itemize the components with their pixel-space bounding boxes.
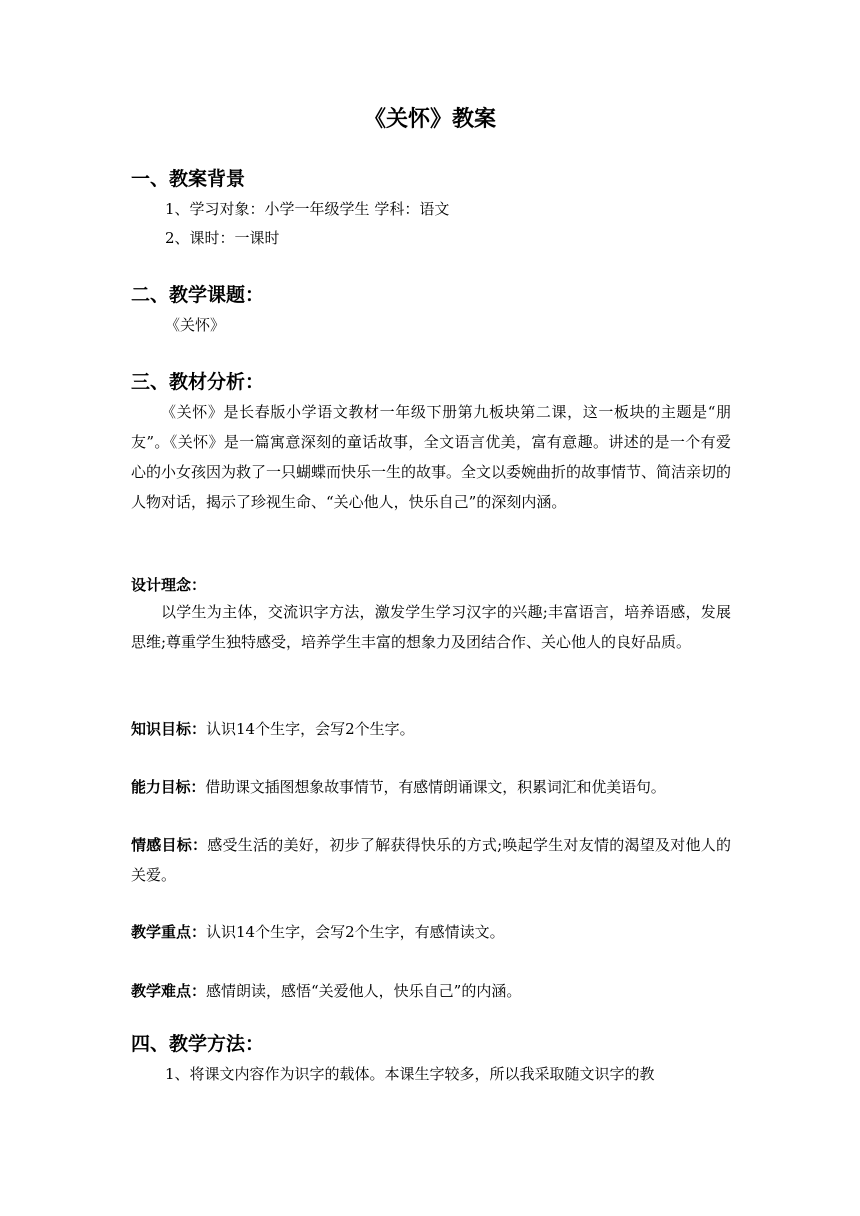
design-concept-label: 设计理念：	[131, 576, 207, 594]
knowledge-goal-line	[131, 714, 731, 744]
emotion-goal-text: 感受生活的美好，初步了解获得快乐的方式;唤起学生对友情的渴望及对他人的关爱。	[131, 836, 731, 884]
section-heading-topic: 二、教学课题：	[131, 284, 265, 306]
teaching-difficulty-line	[131, 976, 731, 1006]
section-heading-teaching-method: 四、教学方法：	[131, 1033, 265, 1055]
knowledge-goal-label: 知识目标：	[131, 720, 207, 738]
teaching-keypoint-line	[131, 917, 731, 947]
teaching-difficulty-text: 感情朗读，感悟“关爱他人，快乐自己”的内涵。	[206, 982, 522, 1000]
design-concept-label-line	[131, 570, 731, 600]
background-line-period: 2、课时：一课时	[165, 229, 280, 247]
document-title: 《关怀》教案	[363, 106, 496, 132]
teaching-keypoint-label: 教学重点：	[131, 923, 207, 941]
emotion-goal-label: 情感目标：	[131, 836, 208, 854]
teaching-keypoint-text: 认识14个生字，会写2个生字，有感情读文。	[206, 923, 505, 941]
ability-goal-line	[131, 772, 731, 802]
emotion-goal-line	[131, 830, 731, 890]
design-concept-paragraph: 以学生为主体，交流识字方法，激发学生学习汉字的兴趣;丰富语言，培养语感，发展思维;尊重学生独特感受，培养学生丰富的想象力及团结合作、关心他人的良好品质。	[131, 603, 731, 651]
section-heading-background: 一、教案背景	[131, 168, 246, 190]
section-heading-material-analysis: 三、教材分析：	[131, 371, 265, 393]
material-analysis-paragraph: 《关怀》是长春版小学语文教材一年级下册第九板块第二课，这一板块的主题是“朋友”。《关怀》是一篇寓意深刻的童话故事，全文语言优美，富有意趣。讲述的是一个有爱心的小女孩因为救了一只蝴蝶而快乐一生的故事。全文以委婉曲折的故事情节、简洁亲切的人物对话，揭示了珍视生命、“关心他人，快乐自己”的深刻内涵。	[131, 403, 732, 511]
topic-line: 《关怀》	[165, 316, 226, 334]
teaching-method-line: 1、将课文内容作为识字的载体。本课生字较多，所以我采取随文识字的教	[165, 1065, 655, 1083]
teaching-difficulty-label: 教学难点：	[131, 982, 207, 1000]
knowledge-goal-text: 认识14个生字，会写2个生字。	[206, 720, 415, 738]
ability-goal-label: 能力目标：	[131, 778, 206, 796]
ability-goal-text: 借助课文插图想象故事情节，有感情朗诵课文，积累词汇和优美语句。	[205, 778, 666, 796]
background-line-audience: 1、学习对象：小学一年级学生 学科：语文	[165, 200, 450, 218]
